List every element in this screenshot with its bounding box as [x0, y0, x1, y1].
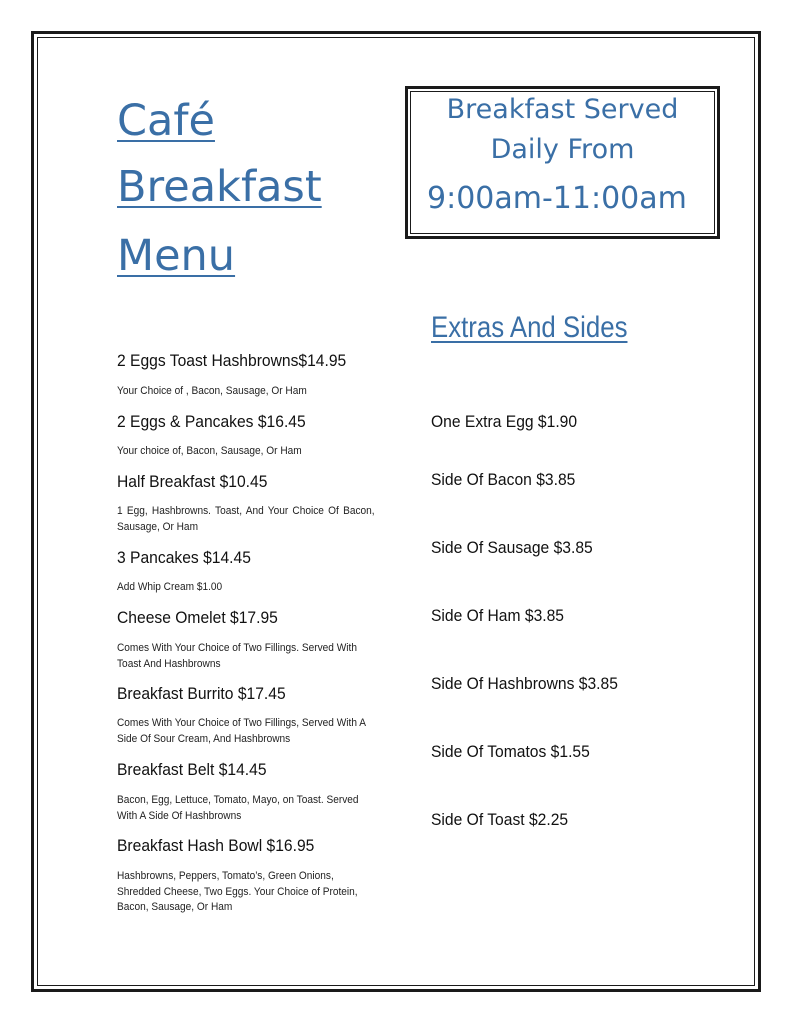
- side-item: Side Of Tomatos $1.55: [431, 742, 590, 761]
- menu-title-cafe: Café: [117, 96, 215, 146]
- menu-item-description: Your choice of, Bacon, Sausage, Or Ham: [117, 445, 302, 457]
- menu-item-name: 2 Eggs Toast Hashbrowns$14.95: [117, 351, 347, 370]
- menu-item-name: Half Breakfast $10.45: [117, 472, 268, 491]
- menu-item-description: Add Whip Cream $1.00: [117, 581, 223, 593]
- side-item: Side Of Ham $3.85: [431, 606, 565, 625]
- side-item: Side Of Hashbrowns $3.85: [431, 674, 618, 693]
- menu-title-breakfast: Breakfast: [117, 162, 322, 212]
- menu-item-description: Comes With Your Choice of Two Fillings. Served With Toast And Hashbrowns: [117, 642, 357, 670]
- menu-item-description: Comes With Your Choice of Two Fillings, Served With A Side Of Sour Cream, And Hashbrowns: [117, 717, 366, 745]
- hours-line-time: 9:00am-11:00am: [427, 181, 687, 216]
- menu-item-name: 2 Eggs & Pancakes $16.45: [117, 412, 306, 431]
- hours-line-daily: Daily From: [490, 134, 635, 165]
- extras-sides-heading: Extras And Sides: [431, 311, 628, 344]
- menu-item-description: Your Choice of , Bacon, Sausage, Or Ham: [117, 385, 307, 397]
- menu-item-description: Hashbrowns, Peppers, Tomato’s, Green Onions, Shredded Cheese, Two Eggs. Your Choice of Protein, Bacon, Sausage, Or Ham: [117, 870, 358, 913]
- hours-line-served: Breakfast Served: [446, 94, 679, 125]
- menu-item-description: Bacon, Egg, Lettuce, Tomato, Mayo, on Toast. Served With A Side Of Hashbrowns: [117, 794, 359, 822]
- side-item: Side Of Bacon $3.85: [431, 470, 576, 489]
- menu-item-description: 1 Egg, Hashbrowns. Toast, And Your Choice Of Bacon, Sausage, Or Ham: [117, 505, 375, 533]
- side-item: Side Of Sausage $3.85: [431, 538, 593, 557]
- side-item: One Extra Egg $1.90: [431, 412, 578, 431]
- menu-item-name: 3 Pancakes $14.45: [117, 548, 251, 567]
- menu-item-name: Breakfast Burrito $17.45: [117, 684, 286, 703]
- menu-item-name: Breakfast Belt $14.45: [117, 760, 267, 779]
- side-item: Side Of Toast $2.25: [431, 810, 569, 829]
- menu-item-name: Cheese Omelet $17.95: [117, 608, 278, 627]
- menu-item-name: Breakfast Hash Bowl $16.95: [117, 836, 315, 855]
- menu-title-menu: Menu: [117, 231, 236, 281]
